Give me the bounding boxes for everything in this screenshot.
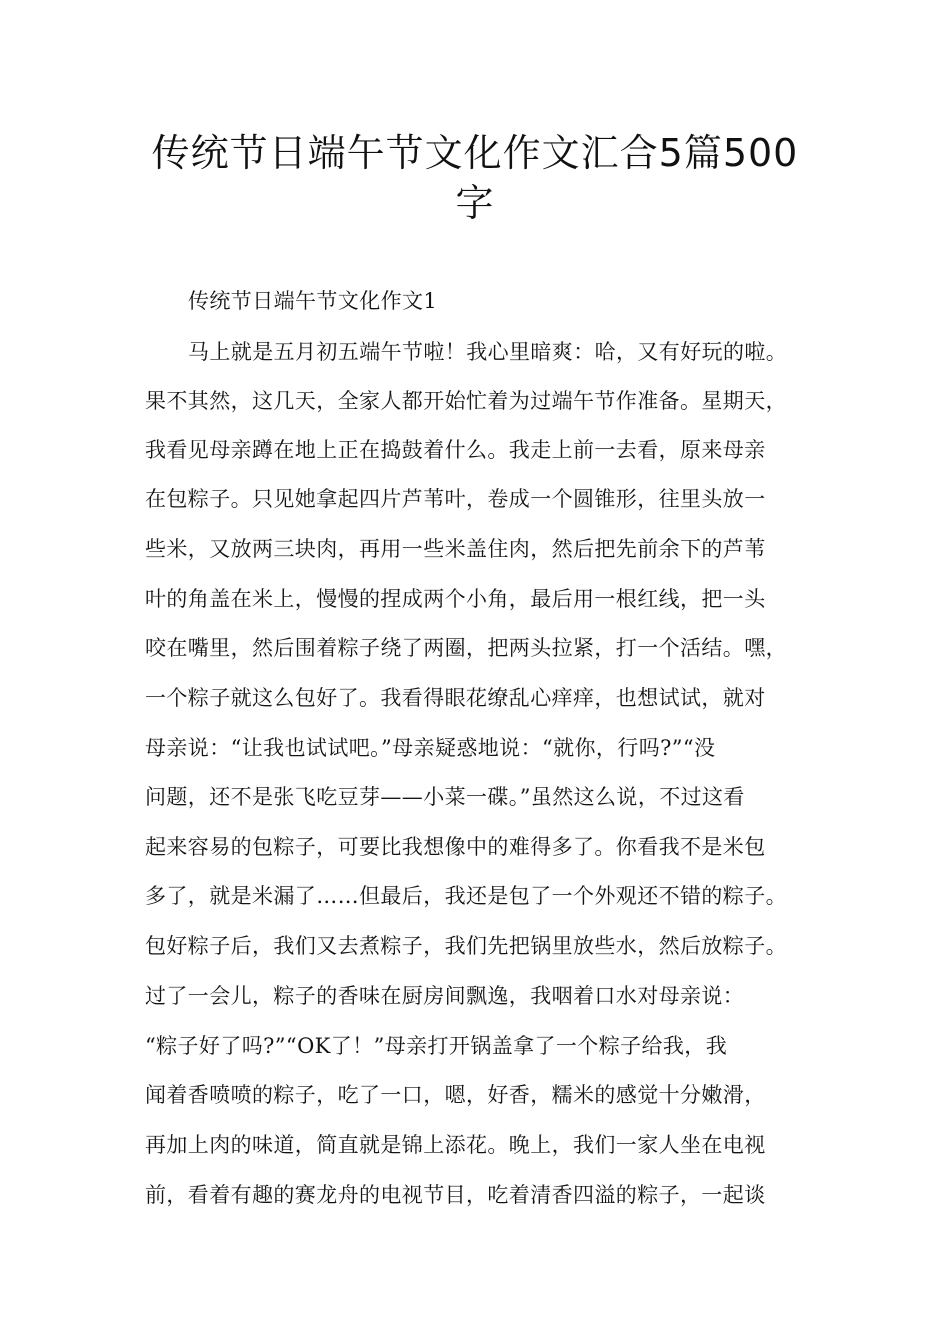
paragraph-line: “粽子好了吗?”“OK了！”母亲打开锅盖拿了一个粽子给我，我 bbox=[145, 1034, 728, 1058]
paragraph-line: 我看见母亲蹲在地上正在捣鼓着什么。我走上前一去看，原来母亲 bbox=[145, 438, 766, 462]
paragraph-line: 前，看着有趣的赛龙舟的电视节目，吃着清香四溢的粽子，一起谈 bbox=[145, 1183, 766, 1207]
paragraph-line: 问题，还不是张飞吃豆芽——小菜一碟。”虽然这么说，不过这看 bbox=[145, 785, 745, 809]
title-line-1: 传统节日端午节文化作文汇合5篇500 bbox=[151, 131, 799, 175]
paragraph-line: 闻着香喷喷的粽子，吃了一口，嗯，好香，糯米的感觉十分嫩滑， bbox=[145, 1083, 766, 1107]
paragraph-line: 马上就是五月初五端午节啦！我心里暗爽：哈，又有好玩的啦。 bbox=[188, 340, 788, 364]
paragraph-line: 再加上肉的味道，简直就是锦上添花。晚上，我们一家人坐在电视 bbox=[145, 1133, 766, 1157]
paragraph-line: 起来容易的包粽子，可要比我想像中的难得多了。你看我不是米包 bbox=[145, 835, 766, 859]
paragraph-line: 叶的角盖在米上，慢慢的捏成两个小角，最后用一根红线，把一头 bbox=[145, 587, 766, 611]
paragraph-line: 在包粽子。只见她拿起四片芦苇叶，卷成一个圆锥形，往里头放一 bbox=[145, 487, 766, 511]
paragraph-line: 过了一会儿，粽子的香味在厨房间飘逸，我咽着口水对母亲说： bbox=[145, 984, 745, 1008]
paragraph-line: 包好粽子后，我们又去煮粽子，我们先把锅里放些水，然后放粽子。 bbox=[145, 934, 787, 958]
paragraph-line: 咬在嘴里，然后围着粽子绕了两圈，把两头拉紧，打一个活结。嘿， bbox=[145, 636, 787, 660]
paragraph-line: 多了，就是米漏了……但最后，我还是包了一个外观还不错的粽子。 bbox=[145, 884, 787, 908]
document-title bbox=[145, 128, 805, 228]
paragraph-line: 些米，又放两三块肉，再用一些米盖住肉，然后把先前余下的芦苇 bbox=[145, 537, 766, 561]
paragraph-line: 一个粽子就这么包好了。我看得眼花缭乱心痒痒，也想试试，就对 bbox=[145, 686, 766, 710]
paragraph-line: 果不其然，这几天，全家人都开始忙着为过端午节作准备。星期天， bbox=[145, 389, 787, 413]
paragraph-line: 母亲说：“让我也试试吧。”母亲疑惑地说：“就你，行吗?”“没 bbox=[145, 736, 716, 760]
title-line-2: 字 bbox=[455, 181, 495, 225]
subheading: 传统节日端午节文化作文1 bbox=[188, 289, 438, 313]
